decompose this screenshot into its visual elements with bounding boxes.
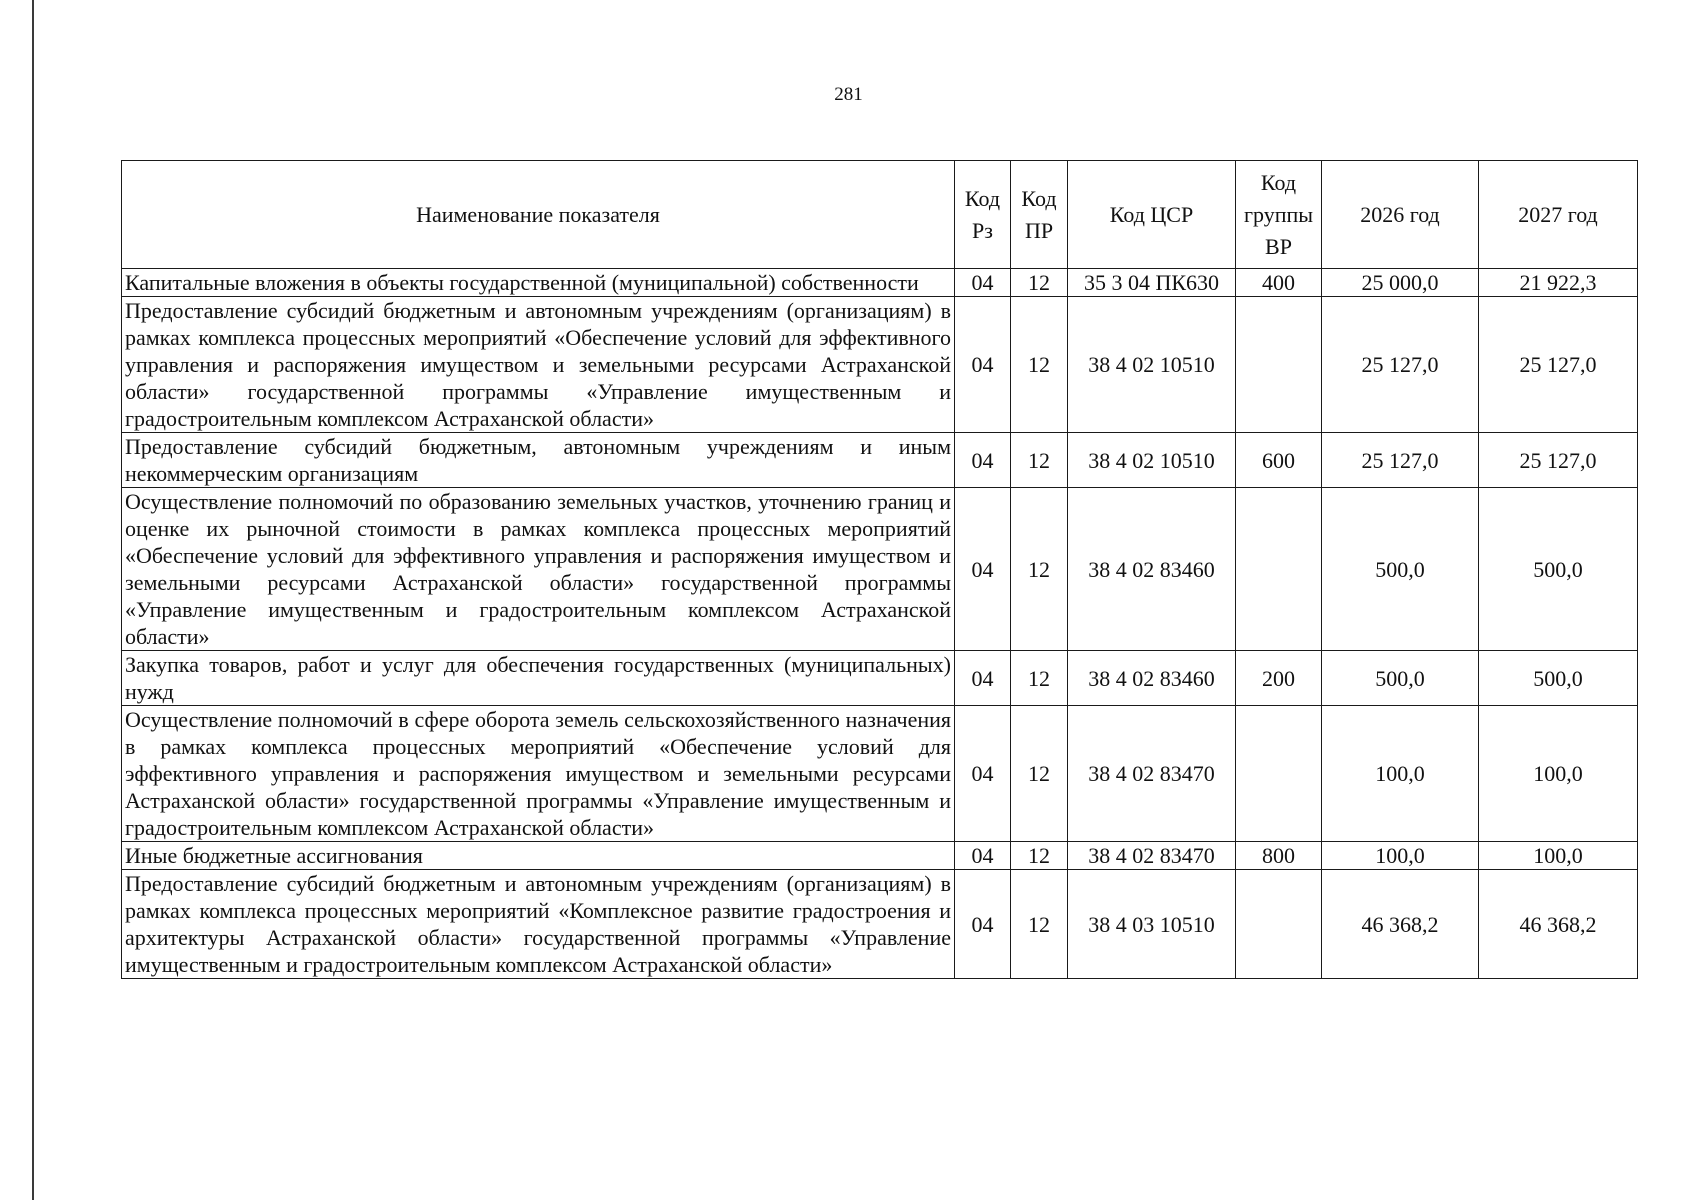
row-vr	[1236, 297, 1322, 433]
row-2027: 500,0	[1479, 488, 1638, 651]
row-vr: 400	[1236, 269, 1322, 297]
row-csr: 38 4 02 10510	[1068, 433, 1236, 488]
table-row	[122, 269, 1638, 297]
row-vr	[1236, 488, 1322, 651]
row-2026: 500,0	[1322, 488, 1479, 651]
row-name: Предоставление субсидий бюджетным и автономным учреждениям (организациям) в рамках комплекса процессных мероприятий «Обеспечение условий для эффективного управления и распоряжения имуществом и земельными ресурсами Астраханской области» государственной программы «Управление имущественным и градостроительным комплексом Астраханской области»	[122, 297, 955, 433]
row-2026: 25 127,0	[1322, 297, 1479, 433]
row-pr: 12	[1011, 297, 1068, 433]
row-2026: 100,0	[1322, 706, 1479, 842]
row-name: Закупка товаров, работ и услуг для обеспечения государственных (муниципальных) нужд	[122, 651, 955, 706]
row-rz: 04	[955, 433, 1011, 488]
row-2027: 100,0	[1479, 706, 1638, 842]
row-2027: 46 368,2	[1479, 870, 1638, 979]
row-2027: 500,0	[1479, 651, 1638, 706]
header-rz: Код Рз	[955, 161, 1011, 269]
row-rz: 04	[955, 842, 1011, 870]
row-csr: 38 4 02 10510	[1068, 297, 1236, 433]
header-2027: 2027 год	[1479, 161, 1638, 269]
row-name: Осуществление полномочий в сфере оборота земель сельскохозяйственного назначения в рамках комплекса процессных мероприятий «Обеспечение условий для эффективного управления и распоряжения имуществом и земельными ресурсами Астраханской области» государственной программы «Управление имущественным и градостроительным комплексом Астраханской области»	[122, 706, 955, 842]
row-name: Предоставление субсидий бюджетным, автономным учреждениям и иным некоммерческим организациям	[122, 433, 955, 488]
row-csr: 35 3 04 ПК630	[1068, 269, 1236, 297]
header-name: Наименование показателя	[122, 161, 955, 269]
row-rz: 04	[955, 269, 1011, 297]
row-csr: 38 4 02 83460	[1068, 488, 1236, 651]
table-row	[122, 842, 1638, 870]
table-row	[122, 870, 1638, 979]
row-2027: 100,0	[1479, 842, 1638, 870]
table-row	[122, 297, 1638, 433]
row-name: Предоставление субсидий бюджетным и автономным учреждениям (организациям) в рамках комплекса процессных мероприятий «Комплексное развитие градостроения и архитектуры Астраханской области» государственной программы «Управление имущественным и градостроительным комплексом Астраханской области»	[122, 870, 955, 979]
row-pr: 12	[1011, 269, 1068, 297]
row-name: Капитальные вложения в объекты государственной (муниципальной) собственности	[122, 269, 955, 297]
table-row	[122, 488, 1638, 651]
row-rz: 04	[955, 488, 1011, 651]
row-vr: 800	[1236, 842, 1322, 870]
row-2027: 25 127,0	[1479, 433, 1638, 488]
row-vr: 200	[1236, 651, 1322, 706]
table-row	[122, 706, 1638, 842]
row-vr	[1236, 706, 1322, 842]
row-2026: 25 000,0	[1322, 269, 1479, 297]
row-pr: 12	[1011, 706, 1068, 842]
row-csr: 38 4 03 10510	[1068, 870, 1236, 979]
row-rz: 04	[955, 651, 1011, 706]
row-rz: 04	[955, 870, 1011, 979]
row-csr: 38 4 02 83470	[1068, 706, 1236, 842]
table-row	[122, 651, 1638, 706]
scan-edge-line	[32, 0, 34, 1200]
header-vr: Код группы ВР	[1236, 161, 1322, 269]
table-row	[122, 433, 1638, 488]
row-vr	[1236, 870, 1322, 979]
row-2026: 25 127,0	[1322, 433, 1479, 488]
row-pr: 12	[1011, 433, 1068, 488]
row-2026: 100,0	[1322, 842, 1479, 870]
row-name: Осуществление полномочий по образованию земельных участков, уточнению границ и оценке их рыночной стоимости в рамках комплекса процессных мероприятий «Обеспечение условий для эффективного управления и распоряжения имуществом и земельными ресурсами Астраханской области» государственной программы «Управление имущественным и градостроительным комплексом Астраханской области»	[122, 488, 955, 651]
budget-table	[121, 160, 1638, 979]
table-header-row	[122, 161, 1638, 269]
row-pr: 12	[1011, 870, 1068, 979]
row-2027: 25 127,0	[1479, 297, 1638, 433]
header-csr: Код ЦСР	[1068, 161, 1236, 269]
row-2026: 500,0	[1322, 651, 1479, 706]
row-rz: 04	[955, 706, 1011, 842]
row-2027: 21 922,3	[1479, 269, 1638, 297]
header-2026: 2026 год	[1322, 161, 1479, 269]
row-pr: 12	[1011, 651, 1068, 706]
row-csr: 38 4 02 83460	[1068, 651, 1236, 706]
row-pr: 12	[1011, 842, 1068, 870]
header-pr: Код ПР	[1011, 161, 1068, 269]
row-pr: 12	[1011, 488, 1068, 651]
row-2026: 46 368,2	[1322, 870, 1479, 979]
page-number: 281	[834, 84, 863, 105]
row-vr: 600	[1236, 433, 1322, 488]
row-csr: 38 4 02 83470	[1068, 842, 1236, 870]
row-name: Иные бюджетные ассигнования	[122, 842, 955, 870]
row-rz: 04	[955, 297, 1011, 433]
